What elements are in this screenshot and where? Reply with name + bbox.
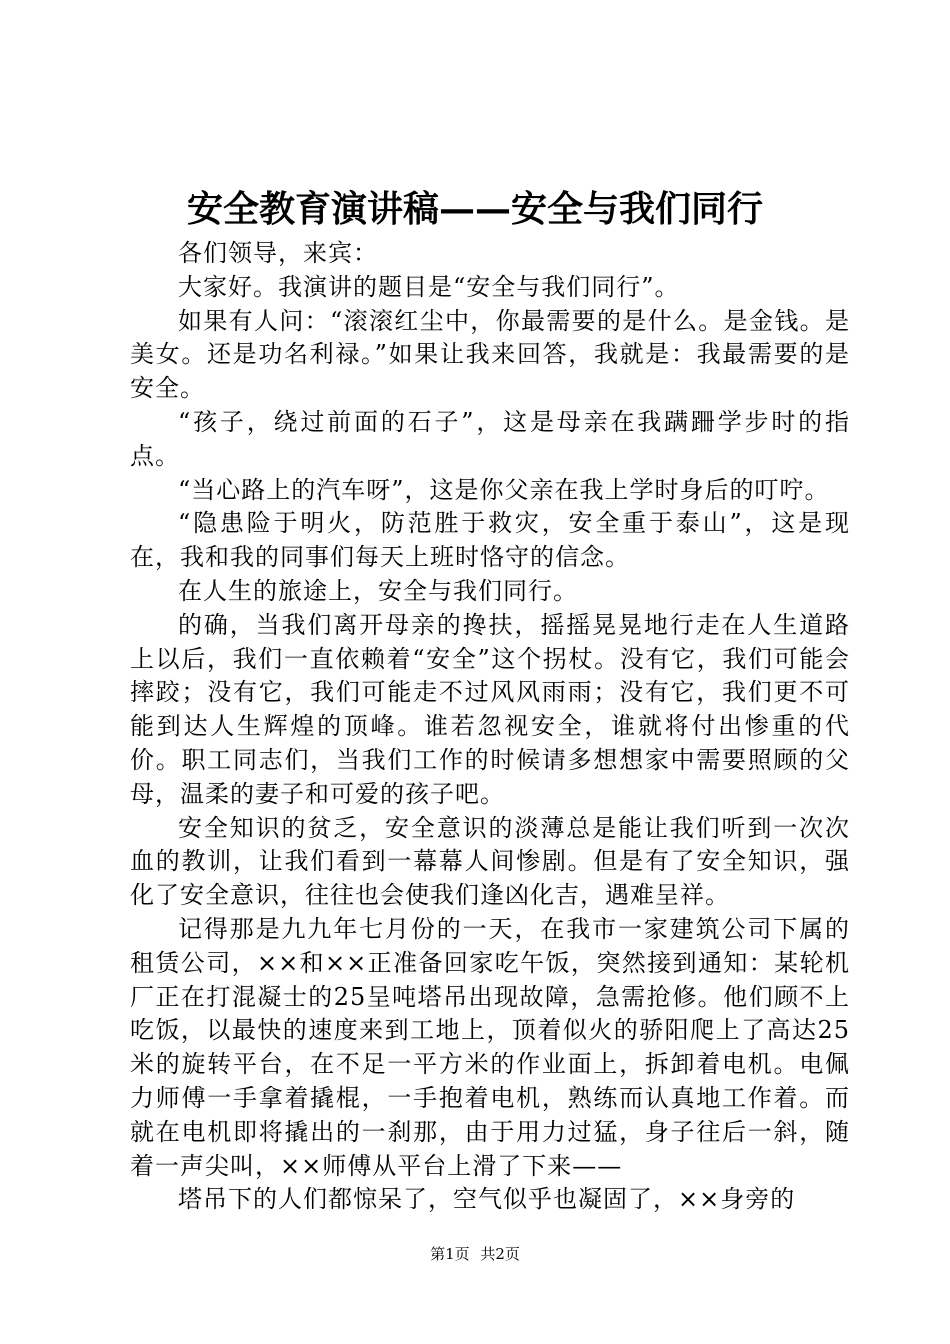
paragraph: 在人生的旅途上，安全与我们同行。	[178, 576, 578, 605]
paragraph: “隐患险于明火，防范胜于救灾，安全重于泰山”，这是现在，我和我的同事们每天上班时恪守的信念。	[130, 509, 850, 572]
paragraph: 如果有人问：“滚滚红尘中，你最需要的是什么。是金钱。是美女。还是功名利禄。”如果让我来回答，我就是：我最需要的是安全。	[130, 306, 850, 403]
paragraph: 记得那是九九年七月份的一天，在我市一家建筑公司下属的租赁公司，××和××正准备回家吃午饭，突然接到通知：某轮机厂正在打混凝士的25呈吨塔吊出现故障，急需抢修。他们顾不上吃饭，以最快的速度来到工地上，顶着似火的骄阳爬上了高达25米的旋转平台，在不足一平方米的作业面上，拆卸着电机。电佩力师傅一手拿着撬棍，一手抱着电机，熟练而认真地工作着。而就在电机即将撬出的一刹那，由于用力过猛，身子往后一斜，随着一声尖叫，××师傅从平台上滑了下来——	[130, 914, 850, 1180]
paragraph: “孩子，绕过前面的石子”，这是母亲在我蹒跚学步时的指点。	[130, 407, 850, 470]
page-number-current: 第1页	[430, 1245, 470, 1263]
paragraph: 大家好。我演讲的题目是“安全与我们同行”。	[178, 272, 680, 301]
document-body	[130, 237, 850, 1217]
paragraph: 各们领导，来宾：	[178, 239, 378, 267]
page-number-total: 共2页	[480, 1245, 520, 1263]
paragraph: “当心路上的汽车呀”，这是你父亲在我上学时身后的叮咛。	[178, 475, 830, 504]
paragraph: 的确，当我们离开母亲的搀扶，摇摇晃晃地行走在人生道路上以后，我们一直依赖着“安全”这个拐杖。没有它，我们可能会摔跤；没有它，我们可能走不过风风雨雨；没有它，我们更不可能到达人生辉煌的顶峰。谁若忽视安全，谁就将付出惨重的代价。职工同志们，当我们工作的时候请多想想家中需要照顾的父母，温柔的妻子和可爱的孩子吧。	[130, 610, 850, 808]
paragraph: 安全知识的贫乏，安全意识的淡薄总是能让我们听到一次次血的教训，让我们看到一幕幕人间惨剧。但是有了安全知识，强化了安全意识，往往也会使我们逢凶化吉，遇难呈祥。	[130, 813, 850, 910]
document-title: 安全教育演讲稿——安全与我们同行	[186, 188, 763, 230]
paragraph: 塔吊下的人们都惊呆了，空气似乎也凝固了，××身旁的	[178, 1185, 796, 1214]
page-footer	[0, 1244, 950, 1264]
